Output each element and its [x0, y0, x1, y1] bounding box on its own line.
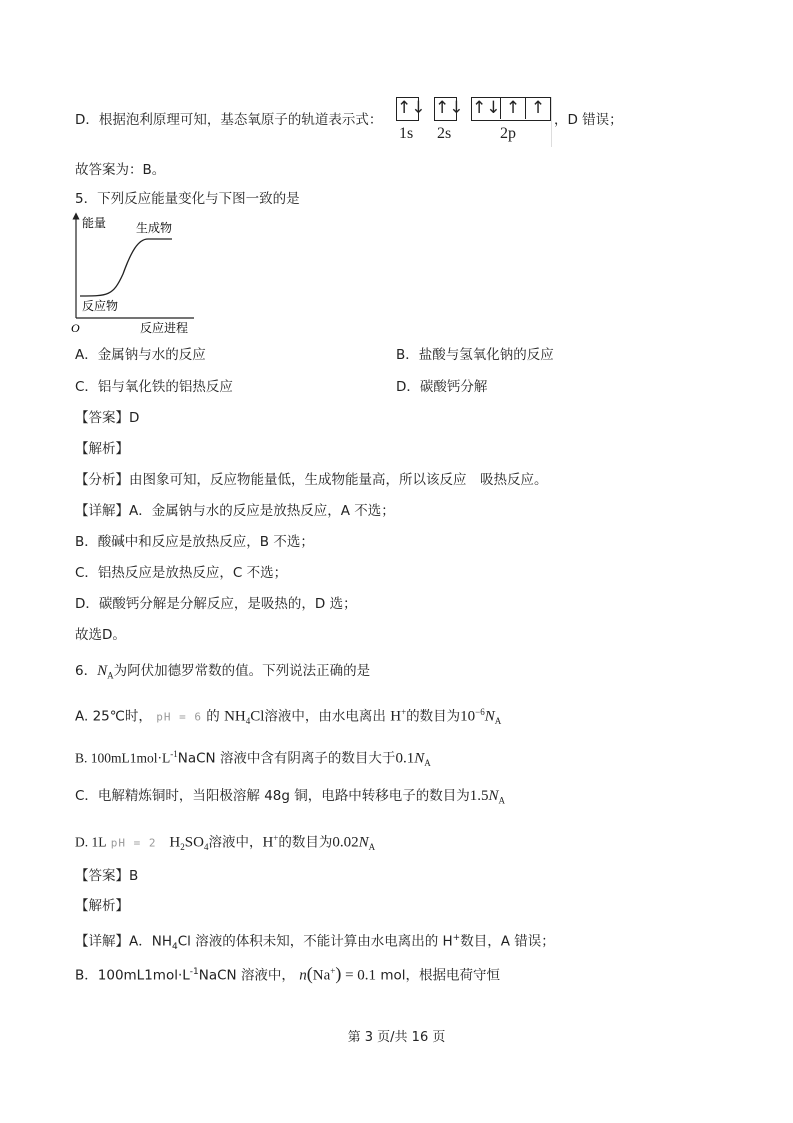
- text: 【详解】A．NH: [75, 933, 172, 950]
- formula: Cl: [250, 708, 265, 725]
- origin-label: O: [71, 321, 80, 335]
- page-footer: 第 3 页/共 16 页: [347, 1030, 446, 1045]
- sup: -1: [189, 967, 199, 977]
- text: 溶液中，由水电离出: [264, 708, 386, 725]
- q4d-prefix: D．根据泡利原理可知，基态氧原子的轨道表示式：: [75, 112, 383, 128]
- q5-stem: 5．下列反应能量变化与下图一致的是: [75, 191, 300, 207]
- q6-option-d: [75, 829, 375, 856]
- formula-sup: +: [273, 833, 279, 843]
- q6-stem: [75, 662, 370, 685]
- q5-detail-1: 【详解】A．金属钠与水的反应是放热反应，A 不选；: [75, 503, 395, 519]
- formula: H: [390, 708, 402, 725]
- q6-detail-1: [75, 929, 555, 956]
- n-symbol: n: [299, 967, 307, 984]
- formula: Na: [312, 967, 331, 984]
- formula: SO: [184, 834, 204, 851]
- q6-number: 6．: [75, 663, 98, 679]
- na-sub: A: [368, 842, 376, 853]
- na-symbol: N: [484, 708, 495, 725]
- value-sup: −6: [475, 707, 485, 717]
- arrow-1s: ↑↓: [397, 98, 426, 118]
- text: 溶液中，: [208, 834, 263, 851]
- label-1s: 1s: [399, 125, 414, 142]
- q6-answer: 【答案】B: [75, 868, 139, 884]
- q5-option-a: A．金属钠与水的反应: [75, 347, 206, 363]
- q5-detail-2: B．酸碱中和反应是放热反应，B 不选；: [75, 534, 314, 550]
- na-symbol: N: [414, 750, 425, 767]
- orbital-box-1s: [396, 97, 426, 121]
- value: = 0.1: [341, 967, 377, 984]
- formula-sup: +: [330, 966, 336, 976]
- formula-sub: 4: [245, 716, 251, 727]
- label-2s: 2s: [437, 125, 452, 142]
- q5-option-d: D．碳酸钙分解: [396, 379, 488, 395]
- paren: ): [335, 963, 342, 984]
- sup: +: [452, 933, 461, 943]
- sup: -1: [170, 749, 178, 759]
- value: 0.02: [332, 834, 359, 851]
- q6-analysis-title: 【解析】: [75, 898, 129, 914]
- formula-sub: 2: [180, 842, 185, 853]
- text: 的: [206, 708, 220, 725]
- q5-detail-4: D．碳酸钙分解是分解反应，是吸热的，D 选；: [75, 596, 357, 612]
- q6-option-a: [75, 703, 501, 730]
- formula: H: [262, 834, 274, 851]
- text: B. 100mL1mol·L: [75, 750, 171, 766]
- orbital-box-2p: [471, 97, 551, 121]
- na-symbol: N: [358, 834, 369, 851]
- x-axis-label: 反应进程: [140, 321, 189, 335]
- q4d-suffix: ，D 错误；: [554, 112, 623, 128]
- value: 1.5: [469, 788, 489, 804]
- divider: [551, 97, 552, 147]
- arrow-2p-2: ↑: [500, 98, 525, 119]
- na-sub: A: [424, 758, 431, 769]
- value: 10: [460, 708, 476, 725]
- na-sub: A: [494, 716, 502, 727]
- q6-option-b: [75, 745, 431, 772]
- text: 数目，A 错误；: [460, 933, 555, 950]
- na-symbol: N: [97, 663, 108, 679]
- text: 的数目为: [278, 834, 333, 851]
- q5-analysis-title: 【解析】: [75, 441, 129, 457]
- product-label: 生成物: [136, 221, 173, 235]
- q5-detail-5: 故选D。: [75, 627, 126, 643]
- q4-option-d: [75, 111, 382, 129]
- q5-option-b: B．盐酸与氢氧化钠的反应: [396, 347, 554, 363]
- q6-option-c: [75, 787, 505, 810]
- arrow-2p-3: ↑: [525, 98, 550, 119]
- q4-answer: 故答案为：B。: [75, 162, 166, 178]
- text: D. 1L: [75, 834, 107, 850]
- label-2p: 2p: [500, 125, 516, 142]
- q5-answer: 【答案】D: [75, 410, 140, 426]
- arrow-2s: ↑↓: [435, 98, 464, 118]
- text: mol，根据电荷守恒: [380, 967, 500, 984]
- formula-sub: 4: [203, 842, 209, 853]
- formula-sup: +: [401, 707, 407, 717]
- formula: NH: [224, 708, 246, 725]
- q5-detail-3: C．铝热反应是放热反应，C 不选；: [75, 565, 288, 581]
- text: NaCN 溶液中，: [198, 967, 295, 984]
- text: A. 25℃时，: [75, 708, 152, 725]
- q6-stem-text: 为阿伏加德罗常数的值。下列说法正确的是: [113, 663, 371, 679]
- ph-value: pH = 2: [110, 836, 157, 850]
- text: NaCN 溶液中含有阴离子的数目大于: [177, 750, 396, 767]
- q5-analysis: 【分析】由图象可知，反应物能量低，生成物能量高，所以该反应 吸热反应。: [75, 472, 548, 488]
- q5-option-c: C．铝与氧化铁的铝热反应: [75, 379, 233, 395]
- paren: (: [306, 963, 313, 984]
- formula: H: [169, 834, 181, 851]
- sub: 4: [172, 942, 178, 953]
- orbital-box-2s: [434, 97, 464, 121]
- value: 0.1: [395, 750, 415, 767]
- na-sub: A: [107, 670, 114, 681]
- text: 的数目为: [406, 708, 461, 725]
- na-sub: A: [498, 795, 506, 806]
- ph-value: pH = 6: [156, 710, 202, 724]
- na-symbol: N: [488, 788, 499, 804]
- text: C．电解精炼铜时，当阳极溶解 48g 铜，电路中转移电子的数目为: [75, 788, 470, 804]
- energy-curve: [80, 239, 172, 296]
- y-axis-label: 能量: [82, 216, 107, 230]
- text: Cl 溶液的体积未知，不能计算由水电离出的 H: [177, 933, 453, 950]
- energy-diagram: [68, 212, 198, 336]
- q6-detail-2: [75, 962, 500, 985]
- text: B．100mL1mol·L: [75, 967, 190, 984]
- reactant-label: 反应物: [82, 299, 119, 313]
- arrow-2p-1: ↑↓: [472, 98, 501, 118]
